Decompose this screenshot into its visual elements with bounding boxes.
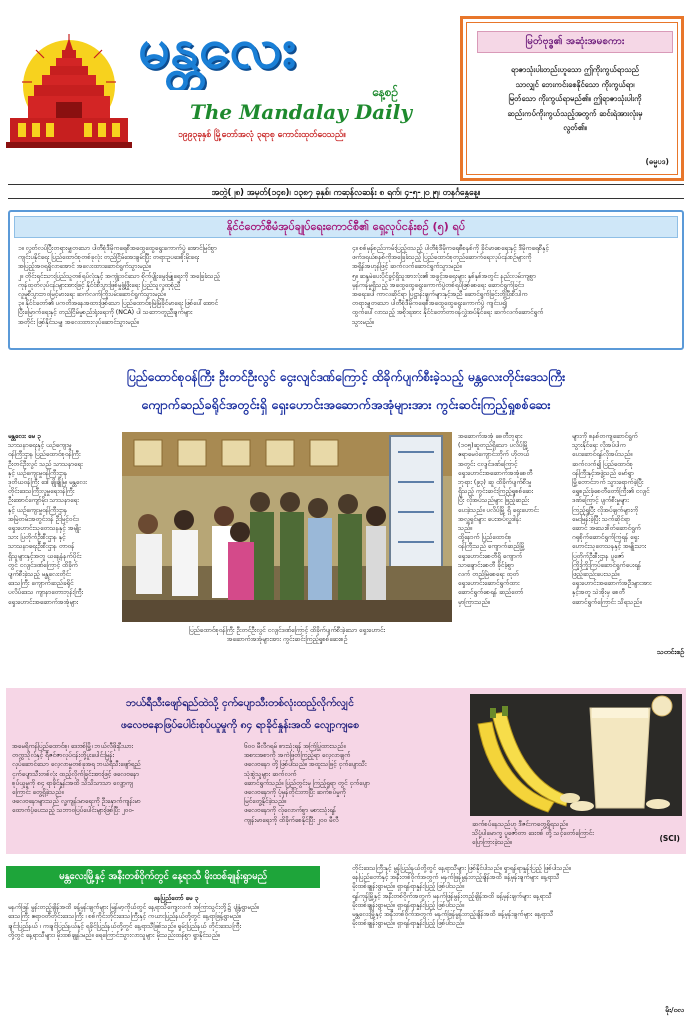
- story-line: ဝန်ကြီးဌာန ပြည်ထောင်စုဝန်ကြီး: [8, 451, 81, 459]
- story-line: သာချောင်းစေတီ ခိုင်ခံ့စွာ: [458, 561, 514, 569]
- objective-line: ၅။ ဆန္ဒမဲပေးပိုင်ခွင့်ရှိသူအားလုံး၏ အခွင့်အရေးများ နှစ်နှစ်အတွင်း နည်းလမ်းကျစွာ: [352, 272, 536, 280]
- story-line: ရှိသူများနှင့်အတူ ယနေ့နံနက်ပိုင်း: [8, 552, 82, 560]
- health-story-column-3: [472, 820, 682, 848]
- health-story-column-1: [12, 742, 238, 816]
- story-line: ရှိသည့် ကွင်းဆင်းကြည့်ရှုစစ်ဆေး: [458, 488, 534, 496]
- masthead-subtitle: နေ့စဉ်: [372, 85, 399, 99]
- story-line: စုပ်ယူမှုကို ၈၄ ရာခိုင်နှုန်းအထိ သိသိသာသာ လျော့ကျ: [12, 779, 133, 787]
- weather-line: မိုးထစ်ချုန်းရွာမည်။ ရှာရန်ရာနှုန်းပြည့် ဖြစ်ပါသည်။: [352, 883, 465, 891]
- story-line: ဧရာမေဝဲကျောင်းတိုက် ဟိုတယ်: [458, 451, 530, 459]
- story-line: ၆၀၀ မီလီဂရမ် စားသုံးရန် အကြံပြုထားသည်။: [244, 743, 346, 750]
- objective-line: ၂။ တိုင်းရင်းသားပြည်သူတစ်ရပ်လုံးနှင့် အကျုံးဝင်သော စိုက်ပျိုးမွေးမြူရေးကို အခြေခံသည့်: [18, 272, 220, 280]
- story-line: ကြောင်း တွေ့ရှိခဲ့သည်။: [12, 789, 64, 797]
- story-line: ရှေးဟောင်းစေတီရှိ ကျောက်: [458, 552, 523, 560]
- slogan-line: ရာဇာသုံးပါးတည်းဟူသော ဤကိုးကွယ်ရာသည်: [510, 65, 640, 74]
- main-headline-1: ပြည်ထောင်စုဝန်ကြီး ဦးတင်ဦးလွင် ငွေးလျင်ဒဏ်ကြောင့် ထိခိုက်ပျက်စီးခဲ့သည့် မန္တလေးတိုင်းဒေသကြီး: [126, 370, 566, 384]
- story-line: အမေရိကန်ပြည်ထောင်စု၊ ဒေးဗစ်မြို့၊ ဘယ်လီဖိုးနီးယား: [12, 743, 133, 750]
- story-line: အမြဲတမ်းအတွင်းဝန် ဦးမြင့်ဝင်း၊: [8, 515, 79, 523]
- objective-line: မှန်ကန်မှုရှိသည့် အထွေထွေရွေးကောက်ပွဲတစ်ရပ်ဖြစ်စေရေး ဆောင်ရွက်ခြင်း၊: [352, 281, 524, 289]
- story-line: ရှေးဟောင်းအဆောက်အဦးများအား: [572, 580, 652, 588]
- story-line: ဆောင်ရွက်စေရန် ဆည်တော်: [458, 589, 524, 597]
- main-headline-2: ကျောက်ဆည်ခရိုင်အတွင်းရှိ ရှေးဟောင်းအဆောက်အအုံများအား ကွင်းဆင်းကြည့်ရှုစစ်ဆေး: [141, 397, 551, 412]
- story-line: သား ပြတိုက်ဦးစီးဌာန နှင့်: [8, 534, 66, 542]
- objective-line: အပြည့်အဝရရှိလာအောင် အလေးထားဆောင်ရွက်သွားမည်။: [18, 263, 151, 271]
- story-line: ဆက်လက်၍ ပြည်ထောင်စု: [572, 460, 633, 468]
- pagoda-logo: [6, 24, 132, 158]
- story-line: မန္တလေး မေ ၃: [8, 433, 41, 440]
- story-line: လက် တည်မြဲစေရေး ထုတ်: [458, 571, 519, 579]
- story-line: အဆောက်အအုံ ဓေတီဘုရား: [458, 433, 523, 440]
- story-line: ဖလေဗနောကို ပုံမှန်တိုင်းတာပြီး ဆက်စပ်မှုကို: [244, 789, 346, 797]
- weather-left-text: [8, 894, 344, 940]
- weather-line: တို့တွင် နေ့ရာသီများ၊ မိုးထစ်ချုန်းမည်။ ရေကြောင်းသွားလာသူများ မိုးသည်းထန်စွာ ရွာနိုင်သည်။: [8, 931, 220, 939]
- slogan-line: မြတ်သော ကိုးကွယ်ရာမည်၏။ ဤရာဇာသုံးပါးကို: [508, 94, 642, 103]
- slogan-text: [475, 63, 675, 136]
- objective-line: ပြီးမြောက်ရေးနှင့် တည်ငြိမ်မှုစည်းရုံးရေးကို (NCA) ပါ သဘောတူညီချက်များ: [18, 309, 193, 317]
- objective-line: ၁။ လွတ်လပ်ပြီးတရားမျှတသော ပါတီစုံဒီမိုကရေစီအထွေထွေရွေးကောက်ပွဲ အောင်မြင်စွာ: [18, 245, 217, 252]
- story-line: ပလိပ်ဒေသ ကျာနာတောဘုန်းကြီး: [8, 589, 84, 597]
- weather-line: မိုးထစ်ချုန်းရွာမည်။ ရှာရန်ရာနှုန်းပြည့် ဖြစ်ပါသည်။: [352, 901, 465, 909]
- story-line: ကြိုးကြိုးကြပ်ဆောင်ရွက်ပေးရန်: [572, 561, 642, 569]
- main-story-column-2: [458, 432, 566, 607]
- objective-line: ၃။ နိုင်ငံတော်၏ ပကတိအနေအထားဖြစ်သော ပြည်ထောင်စုမြဲမြံခိုင်မာရေး ဖြစ်ပေါ်အောင်: [18, 300, 219, 308]
- objective-line: သွားမည်။: [352, 318, 374, 326]
- weather-banner: မန္တလေးမြို့နှင့် အနီးတစ်ဝိုက်တွင် နေ့ရာသီ မိုးထစ်ချုန်းရွာမည်: [6, 866, 320, 888]
- story-line: ဒဏ်ကြောင့် ပျက်စီးမှုများ: [572, 497, 629, 505]
- story-line: ဂရုစိုက်ဆောင်ရွက်ကြရန် ရှေး: [572, 534, 639, 542]
- photo-caption-line-1: ပြည်ထောင်စုဝန်ကြီး ဦးတင်ဦးလွင် ငလျင်ဒဏ်ကြောင့် ထိခိုက်ပျက်စီးခဲ့သော ရှေးဟောင်း: [188, 627, 386, 634]
- objectives-box: [8, 210, 684, 350]
- story-line: ဖလေဗနောများသည် လူ့ကျန်းမာရေးကို ဦးနှောက်ကျန်းမာ: [12, 798, 141, 806]
- story-line: ဟောင်းသုတေသနနှင့် အမျိုးသား: [572, 543, 647, 551]
- story-line: နှင့်အတူ သဲအိုးမှ စေတီ: [572, 589, 625, 597]
- story-line: မြင်တွေ့နိုင်ခဲ့သည်။: [244, 798, 287, 806]
- health-headline-1: ဘယ်ရီသီးဖျော်ရည်ထဲသို့ ငှက်ပျောသီးတစ်လုံးထည့်လိုက်လျှင်: [126, 697, 354, 709]
- main-story-byline: သတင်းစဉ်: [656, 648, 684, 656]
- objective-line: ကျင်းပနိုင်ရေး ပြည်ထောင်စုတစ်ခုလုံး တည်ငြိမ်အေးချမ်းပြီး တရားဥပဒေစိုးမိုးရေး: [18, 254, 200, 262]
- story-line: နှင့် ယဉ်ကျေးမှုဝန်ကြီးဌာန: [8, 469, 68, 477]
- weather-line: မန္တလေးမြို့နှင့် အနီးတစ်ဝိုက်အတွက် မနက်ဖြန်မွန်းတည့်ချိန်အထိ ခန့်မှန်းချက်များ နေ့ရာသီ: [352, 911, 554, 919]
- story-line: ဝန်ကြီးသည် ကျောက်ဆည်မြို့: [458, 543, 525, 551]
- health-story-column-2: [244, 742, 464, 825]
- story-line: ဆောင် အသေးစိတ်ဆောင်ရွက်: [572, 525, 641, 533]
- weather-line: မိုးထစ်ချုန်းရွာမည်။ ရှာရန်ရာနှုန်းပြည့် ဖြစ်ပါသည်။: [352, 920, 465, 928]
- objectives-title: နိုင်ငံတော်စီမံအုပ်ချုပ်ရေးကောင်စီ၏ ရှေ့လုပ်ငန်းစဉ် (၅) ရပ်: [14, 216, 678, 238]
- story-line: ရှေးဟောင်းအဆောက်အအုံများ: [8, 598, 79, 606]
- story-line: နှင့် ယဉ်ကျေးမှုဝန်ကြီးဌာန: [8, 506, 68, 514]
- story-line: မေးမြန်းခဲ့ပြီး သက်ဆိုင်ရာ: [572, 515, 630, 523]
- photo-caption: [122, 626, 452, 644]
- objective-line: ထွက်ပေါ်လာသည့် အစိုးရအား နိုင်ငံတော်တာဝန်လွှဲအပ်နိုင်ရေး ဆက်လက်ဆောင်ရွက်: [352, 309, 544, 317]
- story-line: ဖလေဗနော တို့ ဖြစ်ပါသည်။ အထူးသဖြင့် ငှက်ပျောသီး: [244, 761, 367, 769]
- slogan-source: (ဓမ္မပဒ): [645, 157, 669, 166]
- story-line: အလှူရှင်များ ပေးအပ်လှူဒါန်း: [458, 515, 521, 523]
- masthead: [0, 0, 455, 176]
- issue-line: အတွဲ(၂၈) အမှတ်(၁၄၈)၊ ၁၃၈၇ ခုနှစ်၊ ကဆုန်လဆန်း ၈ ရက်၊ ၄-၅-၂၀၂၅၊ တနင်္ဂနွေနေ့။: [8, 184, 684, 199]
- story-line: သာသနာရေးနှင့် ယဉ်ကျေးမှု: [8, 442, 72, 450]
- weather-line: နေပြည်တော်နှင့် အနီးတစ်ဝိုက်အတွက် မနက်ဖြန်မွန်းတည့်ချိန်အထိ ခန့်မှန်းချက်များ နေ့ရာသီ: [352, 874, 560, 882]
- story-line: တွင် ငလျင်ဒဏ်ကြောင့် ထိခိုက်: [8, 561, 78, 569]
- weather-line: ဒေသကြီး ဧရာဝတီတိုင်းဒေသကြီး ၊ စစ်ကိုင်းတိုင်းဒေသကြီးနှင့် ကယားပြည်နယ်တို့တွင် နေ့ရာဖြန့်ရွာမည်။: [8, 913, 241, 921]
- objective-line: လူမှုစီးပွားဘဝမြင့်မားရေး ဆက်လက်ကြိုးပမ်းဆောင်ရွက်သွားမည်။: [18, 291, 166, 299]
- objectives-column-2: [352, 244, 678, 327]
- weather-line: ချင်းပြည်နယ် ၊ ကချင်ပြည်နယ်နှင့် ရခိုင်ပြည်နယ်တို့တွင် နေ့ရာသီဖြစ်သည်။ ရှမ်းပြည်နယ် တိုင်းဒေသကြီး: [8, 922, 242, 930]
- story-line: ပေးဆောင်ရန်လိုအပ်သည်။: [572, 451, 633, 459]
- story-line: ဦးအောင်ကျော်မိုး၊ သာသနာရေး: [8, 497, 79, 505]
- objective-line: ဖက်ဒရယ်စနစ်ကိုအခြေခံသည့် ပြည်ထောင်စုတည်ဆောက်ရေးလုပ်ငန်းစဉ်များကို: [352, 254, 532, 262]
- objective-line: တရားမျှတသော ပါတီစုံဒီမိုကရေစီအထွေထွေရွေးကောက်ပွဲ ကျင်းပ၍: [352, 300, 507, 308]
- story-line: ဆောင်ရွက်ကြောင်း သိရသည်။: [572, 598, 642, 606]
- health-story-box: [6, 688, 686, 854]
- story-line: သိပ္ပံပါမောက္ခ ပူဇော်တာ ဒေးဗစ် တို့ သင့်တော်ကြောင်း: [472, 830, 594, 838]
- story-line: ရှေးဟောင်းအဆောက်အအုံစေတီ: [458, 469, 533, 477]
- slogan-title: မြတ်ဗုဒ္ဓ၏ အဆုံးအမစကား: [477, 31, 673, 53]
- story-line: ဖြည့်ဆည်းပေးသည်။: [572, 571, 620, 579]
- story-line: ဒုတိယဝန်ကြီး ဒေါ်ချိုချိုမြ၊ မန္တလေး: [8, 479, 87, 487]
- slogan-line: လွတ်၏။: [563, 123, 587, 132]
- objective-line: ကုန်ထုတ်လုပ်ငန်းများအားဖြင့် နိုင်ငံစီးပွားဖြစ်မှုဖွံ့ဖြိုးရေး ပြည်သူလူထုစုံညီ: [18, 281, 181, 289]
- story-line: သာသနာရေးဦးစီးဌာန တာဝန်: [8, 543, 75, 551]
- story-line: တက္ကသိုလ်နှင့် ရီဇင်ဇာလုပ်ငန်းတို့ပူးပေါင်းမြန်း: [12, 752, 115, 760]
- story-line: ဘုရား (၉၃) ဆူ ထိခိုက်ပျက်စီးမှု: [458, 479, 532, 487]
- story-line: လုပ်ဆောင်သော လေ့လာမှုတစ်ခုအရ ဘယ်ရီသီးဖျော်ရည်: [12, 761, 141, 769]
- weather-right-text: [352, 864, 684, 928]
- story-line: သည်။: [458, 525, 473, 533]
- story-line: အတွင်း ငလျင်ဒဏ်ကြောင့်: [458, 460, 518, 468]
- story-line: ရွှေစည်းခုံစေတီတော်ကြီး၏ ငလျင်: [572, 488, 650, 496]
- weather-line: ရန်ကုန်မြို့နှင့် အနီးတစ်ဝိုက်အတွက် မနက်ဖြန်မွန်းတည့်ချိန်အထိ ခန့်မှန်းချက်များ နေ့ရာသီ: [352, 892, 552, 900]
- story-line: အစားအစာကို အကဲဖြတ်ကြည့်ရာ လေ့လာချက်: [244, 752, 351, 760]
- masthead-founded-line: ၁၉၉၃ခုနှစ် မြို့တော်အလုံ ၃ရာစု ကောင်းထုတ်ဝေသည်။: [178, 130, 346, 140]
- main-story-column-1: [8, 432, 118, 607]
- story-line: ပြောကြားခဲ့သည်။: [472, 839, 512, 847]
- story-line: မှာကြားသည်။: [458, 598, 490, 606]
- story-line: ဖလေဗနောကို လုံလောက်စွာ မစားသုံးရန်: [244, 807, 336, 815]
- slogan-line: သာလျှင် ဘေးကင်းစေနိုင်သော ကိုးကွယ်ရာ၊: [515, 79, 635, 89]
- story-line: ဆက်စပ်နေသည်ဟု ဒီဇင်းကတွေ့ရှိရသည်။: [472, 821, 568, 828]
- weather-page-ref: မိုး/ဝလ: [665, 1006, 684, 1014]
- weather-line: နေပြည်တော် မေ ၃: [153, 895, 199, 902]
- story-line: ထို့နောက် ပြည်ထောင်စု: [458, 534, 512, 542]
- objective-line: အရေးပေါ်ကာလဆိုင်ရာ ပြဋ္ဌာန်းချက်များနှင့်အညီ ဆောင်ရွက်ခြင်းတို့ပြီးစီးပါက: [352, 291, 528, 299]
- story-line: ဦးတင်ဦးလွင် သည် သာသနာရေး: [8, 460, 83, 468]
- story-line: ကြည့်ရှုပြီး လိုအပ်ချက်များကို: [572, 506, 639, 514]
- objective-line: အရှိန်အဟုန်ဖြင့် ဆက်လက်ဆောင်ရွက်သွားမည်။: [352, 263, 462, 271]
- story-line: ကျန်းမာရေးကို ထိခိုက်စေနိုင်ပြီး ၂၀၀ မီလီ: [244, 816, 339, 824]
- masthead-english-name: The Mandalay Daily: [190, 100, 412, 124]
- story-line: ပြတိုက်ဦးစီးဌာန ပူဇော်: [572, 552, 624, 560]
- objective-line: အတိုင်း ဖြစ်နိုင်သမျှ အလေးထားလုပ်ဆောင်သွားမည်။: [18, 318, 139, 326]
- slogan-box: [460, 16, 684, 181]
- weather-line: မနက်ဖြန် မွန်းတည့်ချိန်အထိ ခန့်မှန်းချက်များ မြန်မာ့ကိုယ်တွင် နေ့ရာသီကျေးလက် အကြာသွင်းတို့၌ ပျံ့နှံ့ရွာမည်။: [8, 904, 259, 912]
- main-story-column-3: [572, 432, 684, 607]
- story-line: ဝန်ကြီးနှင့်အဖွဲ့သည် မော်ရွာ: [572, 469, 634, 477]
- story-line: သုံးစွဲသူများ ဆက်လက်: [244, 770, 297, 778]
- objectives-column-1: [18, 244, 344, 327]
- story-line: များကို စနစ်တကျဆောင်ရွက်: [572, 433, 638, 440]
- photo-caption-line-2: အဆောက်အအုံများအား ကွင်းဆင်းကြည့်ရှုစစ်ဆေးစဉ်: [226, 636, 348, 644]
- story-line: မြို့တောင်ဘက် သွားရောက်ခဲ့ပြီး: [572, 479, 644, 487]
- story-line: (၁၀၅)ဆူတည်ရှိသော ပလိပ်မြို့: [458, 442, 529, 450]
- story-line: ဒေသကြီး ကျောက်ဆည်ခရိုင်: [8, 580, 74, 588]
- weather-line: တိုင်းဒေသကြီးနှင့် မွန်ပြည်နယ်တို့တွင် နေ့ရာသီများ ဖြစ်နိုင်ပါသည်။ ရှာရန်ရာနှုန်းပြည့် ဖြစ်ပါသည်။: [352, 865, 571, 872]
- story-line: ပေးခဲ့သည်။ ပလိပ်မြို့ ရှိ ရှေးဟောင်း: [458, 506, 539, 514]
- story-line: ပျက်စီးခဲ့သည့် မန္တလေးတိုင်း: [8, 571, 71, 579]
- story-line: ရှေးဟောင်းဆောင်ရွက်ထား: [458, 580, 520, 588]
- objective-line: ၄။ စစ်မှန်စည်းကမ်းပြည့်ဝသည့် ပါတီစုံဒီမိုကရေစီစနစ်ကို ခိုင်မာစေရေးနှင့် ဒီမိုကရေစီနှင့်: [352, 245, 549, 252]
- story-line: ငှက်ပျောသီးတစ်လုံး ထည့်လိုက်ခြင်းအားဖြင့် ဖလေဗနော: [12, 770, 139, 778]
- story-line: ထောက်ပံ့ပေးသည့် သဘာဝပြပ်ပေါင်းများဖြစ်ပြီး ၂၀၀-: [12, 807, 135, 815]
- health-story-credit: (SCI): [659, 834, 680, 843]
- banana-smoothie-image: [470, 694, 682, 816]
- story-line: ရှေးဟောင်းသုတေသနနှင့် အမျိုး: [8, 525, 81, 533]
- story-line: သွားနိုင်ရေး လိုအပ်ပါက: [572, 442, 626, 450]
- story-line: ဆောင်ရွက်သည်။ ပြည်တွင်းမှ ကြည့်ရှုရာ တွင် ငှက်ပျော: [244, 779, 370, 787]
- health-headline-2: ဖလေဗနောဖြပ်ပေါင်းစုပ်ယူမှုကို ၈၄ ရာခိုင်နှုန်းအထိ လျော့ကျစေ: [121, 719, 359, 731]
- masthead-title: မန္တလေး: [138, 16, 297, 81]
- news-photo: [122, 432, 452, 622]
- story-line: ပြီး လိုအပ်သည်များ ဖြည့်ဆည်း: [458, 497, 530, 505]
- slogan-line: ဆည်းကပ်ကိုးကွယ်သည့်အတွက် ဆင်းရဲအားလုံးမှ: [507, 108, 643, 118]
- story-line: တိုင်းဒေသကြီးလူမှုရေးဝန်ကြီး: [8, 488, 75, 496]
